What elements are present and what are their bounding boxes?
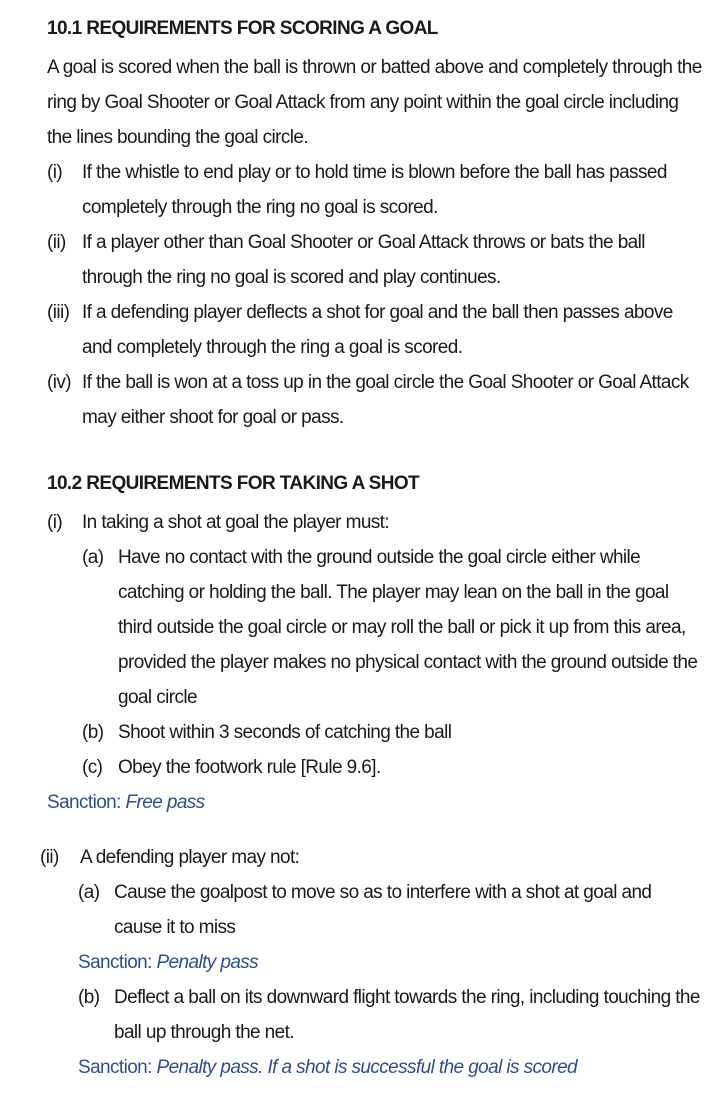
sanction-note	[78, 1050, 703, 1085]
list-item	[47, 225, 703, 295]
sub-list-item	[82, 750, 703, 785]
sanction-note	[78, 945, 703, 980]
sub-item-letter: (b)	[78, 987, 100, 1008]
item-text: In taking a shot at goal the player must:	[82, 512, 390, 533]
sanction-note	[47, 785, 703, 820]
sub-item-letter: (a)	[78, 882, 100, 903]
sub-list-item	[82, 540, 703, 715]
sanction-label: Sanction:	[78, 1057, 157, 1078]
list-item	[47, 505, 703, 540]
item-text: A defending player may not:	[80, 847, 300, 868]
sanction-value: Free pass	[125, 792, 205, 813]
item-text: If the ball is won at a toss up in the goal circle the Goal Shooter or Goal Attack may either shoot for goal or pass.	[82, 372, 689, 428]
sub-list-item	[82, 715, 703, 750]
sanction-value: Penalty pass. If a shot is successful the goal is scored	[156, 1057, 578, 1078]
item-number: (i)	[47, 162, 63, 183]
list-item	[40, 840, 703, 875]
sub-item-text: Shoot within 3 seconds of catching the ball	[118, 722, 452, 743]
item-number: (iv)	[47, 372, 71, 393]
spacer	[47, 820, 703, 840]
sub-item-text: Obey the footwork rule [Rule 9.6].	[118, 757, 381, 778]
item-number: (i)	[47, 512, 63, 533]
section-heading-10-2: 10.2 REQUIREMENTS FOR TAKING A SHOT	[47, 473, 420, 494]
item-number: (ii)	[47, 232, 66, 253]
sub-list-item	[78, 980, 703, 1050]
item-text: If a player other than Goal Shooter or Goal Attack throws or bats the ball through the ring no goal is scored and play continues.	[82, 232, 645, 288]
sub-item-letter: (b)	[82, 722, 104, 743]
list-item	[47, 295, 703, 365]
sub-item-text: Have no contact with the ground outside the goal circle either while catching or holding the ball. The player may lean on the ball in the goal third outside the goal circle or may roll the ball or pick it up from this area, provided the player makes no physical contact with the ground outside the goal circle	[118, 547, 698, 708]
item-number: (iii)	[47, 302, 70, 323]
sanction-label: Sanction:	[47, 792, 126, 813]
item-text: If the whistle to end play or to hold time is blown before the ball has passed completely through the ring no goal is scored.	[82, 162, 667, 218]
list-item	[47, 155, 703, 225]
sub-item-letter: (c)	[82, 757, 103, 778]
sub-item-letter: (a)	[82, 547, 104, 568]
section-intro: A goal is scored when the ball is thrown or batted above and completely through the ring by Goal Shooter or Goal Attack from any point within the goal circle including the lines bounding the goal circle.	[47, 57, 702, 148]
section-heading-10-1: 10.1 REQUIREMENTS FOR SCORING A GOAL	[47, 18, 438, 39]
sanction-value: Penalty pass	[156, 952, 259, 973]
sub-list-item	[78, 875, 703, 945]
sub-item-text: Cause the goalpost to move so as to interfere with a shot at goal and cause it to miss	[114, 882, 652, 938]
sub-item-text: Deflect a ball on its downward flight towards the ring, including touching the ball up through the net.	[114, 987, 700, 1043]
item-number: (ii)	[40, 847, 59, 868]
item-text: If a defending player deflects a shot for goal and the ball then passes above and completely through the ring a goal is scored.	[82, 302, 673, 358]
sanction-label: Sanction:	[78, 952, 157, 973]
list-item	[47, 365, 703, 435]
